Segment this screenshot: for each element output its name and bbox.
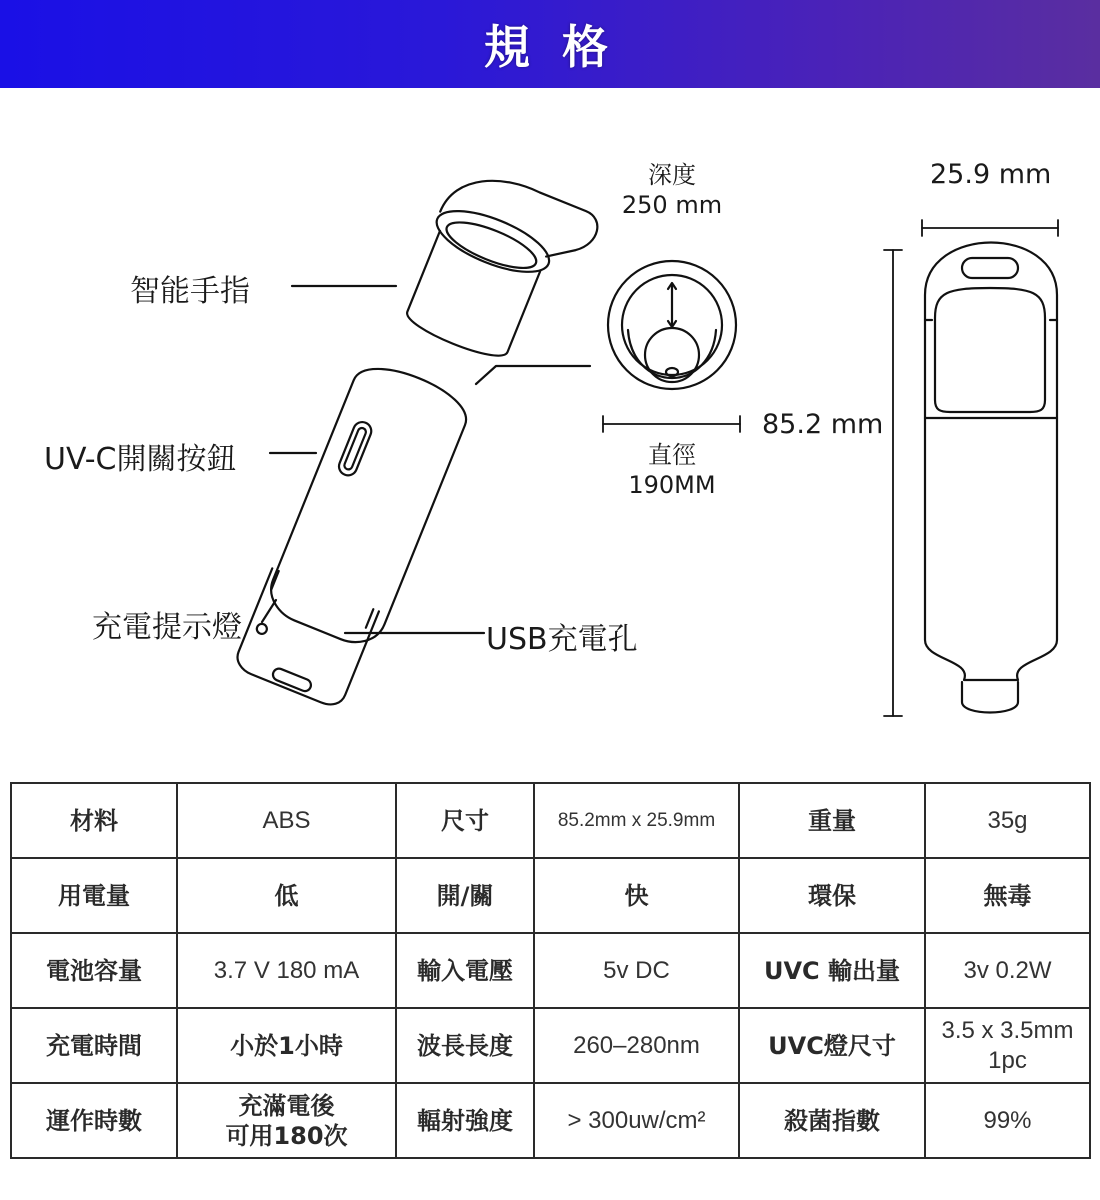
spec-table [10,782,1091,1159]
table-cell: 無毒 [925,858,1090,933]
table-row [11,933,1090,1008]
table-cell: 小於1小時 [177,1008,396,1083]
table-cell: 材料 [11,783,177,858]
smart-finger-illustration [396,160,602,378]
table-cell: 5v DC [534,933,739,1008]
table-cell: 電池容量 [11,933,177,1008]
table-cell: 充電時間 [11,1008,177,1083]
device-body-illustration [233,354,475,714]
table-cell: 3v 0.2W [925,933,1090,1008]
table-cell: 3.5 x 3.5mm 1pc [925,1008,1090,1083]
diameter-label: 直徑 [648,441,696,469]
table-cell: 99% [925,1083,1090,1158]
depth-annotation [612,160,732,220]
width-annotation: 25.9 mm [930,159,1052,190]
table-cell: 3.7 V 180 mA [177,933,396,1008]
table-cell: 殺菌指數 [739,1083,925,1158]
table-cell: 輸入電壓 [396,933,534,1008]
depth-label: 深度 [648,161,696,189]
table-cell: 35g [925,783,1090,858]
table-cell: 重量 [739,783,925,858]
table-cell: 快 [534,858,739,933]
table-row [11,1083,1090,1158]
finger-top-view [608,261,736,389]
table-cell: 尺寸 [396,783,534,858]
table-cell: 運作時數 [11,1083,177,1158]
label-charge-light: 充電提示燈 [92,610,242,645]
device-front-view [925,243,1057,713]
table-cell: 環保 [739,858,925,933]
diameter-value: 190MM [628,471,716,499]
table-cell: ABS [177,783,396,858]
page-title: 規 格 [483,20,616,74]
height-annotation: 85.2 mm [762,409,884,440]
table-cell: UVC燈尺寸 [739,1008,925,1083]
header-banner [0,0,1100,88]
table-cell: 輻射強度 [396,1083,534,1158]
table-row [11,858,1090,933]
diameter-annotation [612,440,732,500]
table-row [11,1008,1090,1083]
table-cell: 85.2mm x 25.9mm [534,783,739,858]
table-cell: UVC 輸出量 [739,933,925,1008]
label-uvc-switch: UV-C開關按鈕 [44,442,237,477]
table-cell: 低 [177,858,396,933]
label-usb-port: USB充電孔 [486,622,638,657]
leader-line-detail [476,366,590,384]
table-row [11,783,1090,858]
table-cell: 開/關 [396,858,534,933]
table-cell: > 300uw/cm² [534,1083,739,1158]
table-cell: 波長長度 [396,1008,534,1083]
table-cell: 充滿電後 可用180次 [177,1083,396,1158]
label-smart-finger: 智能手指 [130,274,250,309]
depth-value: 250 mm [621,191,723,219]
table-cell: 用電量 [11,858,177,933]
table-cell: 260–280nm [534,1008,739,1083]
product-diagram [0,88,1100,748]
